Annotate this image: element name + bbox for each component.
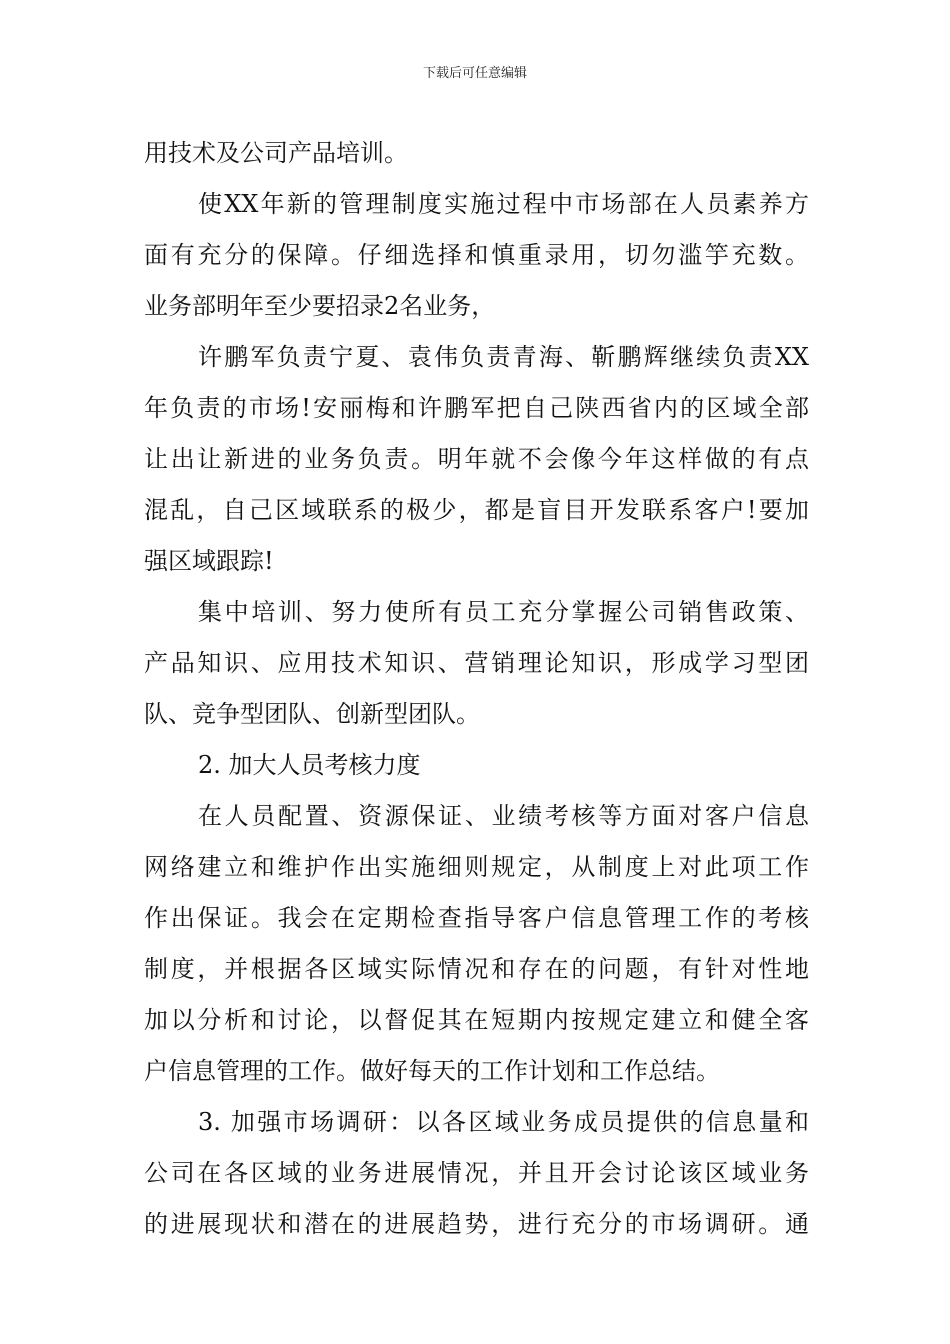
text-line: 作出保证。我会在定期检查指导客户信息管理工作的考核 [144, 904, 809, 932]
section-heading: 3. 加强市场调研：以各区域业务成员提供的信息量和 [198, 1108, 809, 1136]
text-line: 制度，并根据各区域实际情况和存在的问题，有针对性地 [144, 955, 809, 983]
page-header: 下载后可任意编辑 [422, 66, 527, 81]
text-line: 年负责的市场!安丽梅和许鹏军把自己陕西省内的区域全部 [144, 394, 809, 422]
paragraph-start-line: 许鹏军负责宁夏、袁伟负责青海、靳鹏辉继续负责XX [198, 343, 809, 371]
text-line: 面有充分的保障。仔细选择和慎重录用，切勿滥竽充数。 [144, 241, 809, 269]
paragraph-start-line: 使XX年新的管理制度实施过程中市场部在人员素养方 [198, 190, 809, 218]
text-line: 公司在各区域的业务进展情况，并且开会讨论该区域业务 [144, 1159, 809, 1187]
text-line: 的进展现状和潜在的进展趋势，进行充分的市场调研。通 [144, 1210, 809, 1238]
text-line: 让出让新进的业务负责。明年就不会像今年这样做的有点 [144, 445, 809, 473]
text-line: 混乱，自己区域联系的极少，都是盲目开发联系客户!要加 [144, 496, 809, 524]
text-line: 业务部明年至少要招录2名业务， [144, 292, 496, 320]
text-line: 用技术及公司产品培训。 [144, 139, 408, 167]
text-line: 强区域跟踪! [144, 547, 274, 575]
document-body [144, 128, 809, 1250]
text-line: 户信息管理的工作。做好每天的工作计划和工作总结。 [144, 1057, 720, 1085]
paragraph-start-line: 集中培训、努力使所有员工充分掌握公司销售政策、 [198, 598, 809, 626]
paragraph-start-line: 在人员配置、资源保证、业绩考核等方面对客户信息 [198, 802, 809, 830]
text-line: 队、竞争型团队、创新型团队。 [144, 700, 480, 728]
text-line: 网络建立和维护作出实施细则规定，从制度上对此项工作 [144, 853, 809, 881]
text-line: 产品知识、应用技术知识、营销理论知识，形成学习型团 [144, 649, 809, 677]
section-heading: 2. 加大人员考核力度 [198, 751, 421, 779]
text-line: 加以分析和讨论，以督促其在短期内按规定建立和健全客 [144, 1006, 809, 1034]
